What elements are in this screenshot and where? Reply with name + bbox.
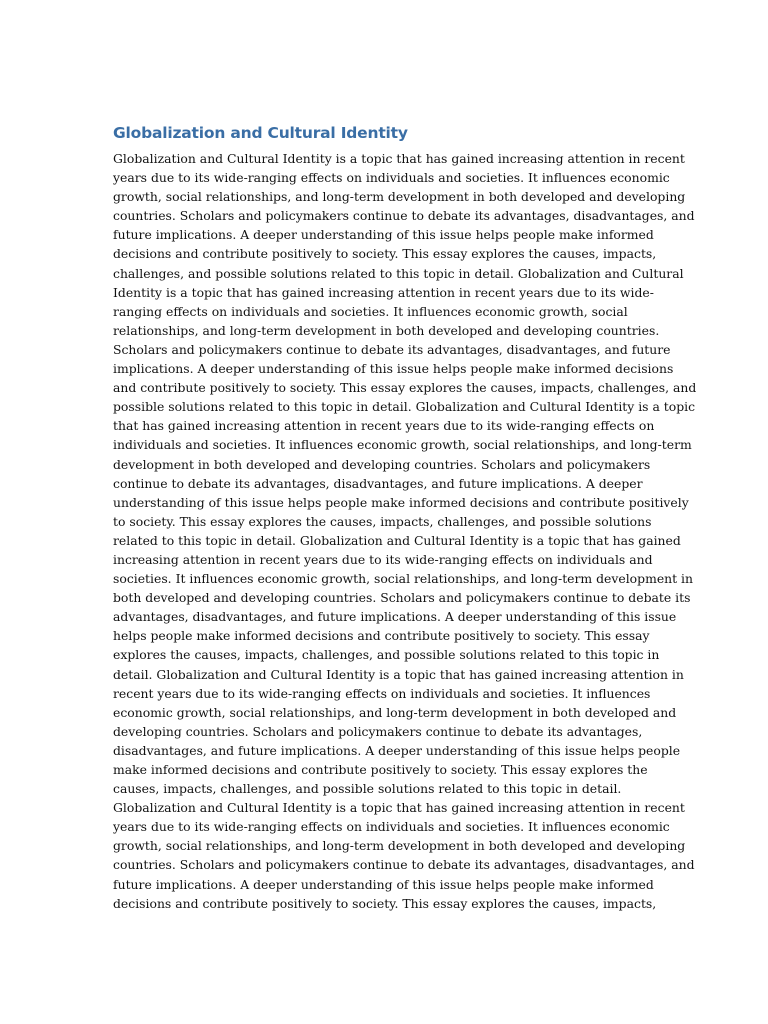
text-line: countries. Scholars and policymakers continue to debate its advantages, disadvantages, and [113, 857, 695, 873]
text-line: understanding of this issue helps people make informed decisions and contribute positively [113, 494, 689, 510]
text-line: continue to debate its advantages, disadvantages, and future implications. A deeper [113, 475, 643, 491]
text-line: years due to its wide-ranging effects on individuals and societies. It influences economic [113, 170, 670, 186]
text-line: to society. This essay explores the causes, impacts, challenges, and possible solutions [113, 513, 652, 529]
text-line: increasing attention in recent years due to its wide-ranging effects on individuals and [113, 551, 653, 567]
text-line: societies. It influences economic growth, social relationships, and long-term development in [113, 571, 693, 587]
text-line: both developed and developing countries. Scholars and policymakers continue to debate its [113, 590, 691, 606]
document-title: Globalization and Cultural Identity [113, 124, 408, 142]
text-line: that has gained increasing attention in recent years due to its wide-ranging effects on [113, 418, 655, 434]
text-line: Globalization and Cultural Identity is a topic that has gained increasing attention in recent [113, 800, 685, 816]
text-line: decisions and contribute positively to society. This essay explores the causes, impacts, [113, 246, 657, 262]
text-line: recent years due to its wide-ranging effects on individuals and societies. It influences [113, 685, 651, 701]
text-line: future implications. A deeper understanding of this issue helps people make informed [113, 227, 654, 243]
text-line: future implications. A deeper understanding of this issue helps people make informed [113, 876, 654, 892]
text-line: growth, social relationships, and long-term development in both developed and developing [113, 838, 686, 854]
body-paragraph [113, 149, 697, 913]
text-line: developing countries. Scholars and policymakers continue to debate its advantages, [113, 723, 643, 739]
text-line: helps people make informed decisions and contribute positively to society. This essay [113, 628, 650, 644]
text-line: relationships, and long-term development in both developed and developing countries. [113, 322, 660, 338]
text-line: years due to its wide-ranging effects on individuals and societies. It influences economic [113, 819, 670, 835]
text-line: Identity is a topic that has gained increasing attention in recent years due to its wide- [113, 284, 654, 300]
text-line: decisions and contribute positively to society. This essay explores the causes, impacts, [113, 895, 657, 911]
text-line: challenges, and possible solutions related to this topic in detail. Globalization and Cultural [113, 265, 684, 281]
text-line: make informed decisions and contribute positively to society. This essay explores the [113, 762, 648, 777]
text-line: related to this topic in detail. Globalization and Cultural Identity is a topic that has gained [113, 532, 681, 548]
text-line: development in both developed and developing countries. Scholars and policymakers [113, 456, 651, 472]
text-line: advantages, disadvantages, and future implications. A deeper understanding of this issue [113, 609, 677, 625]
text-line: disadvantages, and future implications. A deeper understanding of this issue helps people [113, 742, 681, 758]
text-line: ranging effects on individuals and societies. It influences economic growth, social [113, 303, 628, 319]
text-line: causes, impacts, challenges, and possible solutions related to this topic in detail. [113, 781, 622, 797]
text-line: individuals and societies. It influences economic growth, social relationships, and long-term [113, 437, 692, 453]
text-line: implications. A deeper understanding of this issue helps people make informed decisions [113, 361, 674, 377]
text-line: possible solutions related to this topic in detail. Globalization and Cultural Identity is a topic [113, 399, 696, 415]
text-line: economic growth, social relationships, and long-term development in both developed and [113, 704, 677, 720]
text-line: Globalization and Cultural Identity is a topic that has gained increasing attention in recent [113, 151, 685, 166]
text-line: explores the causes, impacts, challenges, and possible solutions related to this topic in [113, 647, 660, 663]
text-line: Scholars and policymakers continue to debate its advantages, disadvantages, and future [113, 341, 671, 357]
text-line: growth, social relationships, and long-term development in both developed and developing [113, 189, 686, 205]
text-line: and contribute positively to society. This essay explores the causes, impacts, challenges, and [113, 380, 697, 396]
text-line: countries. Scholars and policymakers continue to debate its advantages, disadvantages, and [113, 208, 695, 224]
text-line: detail. Globalization and Cultural Identity is a topic that has gained increasing attention in [113, 666, 684, 682]
